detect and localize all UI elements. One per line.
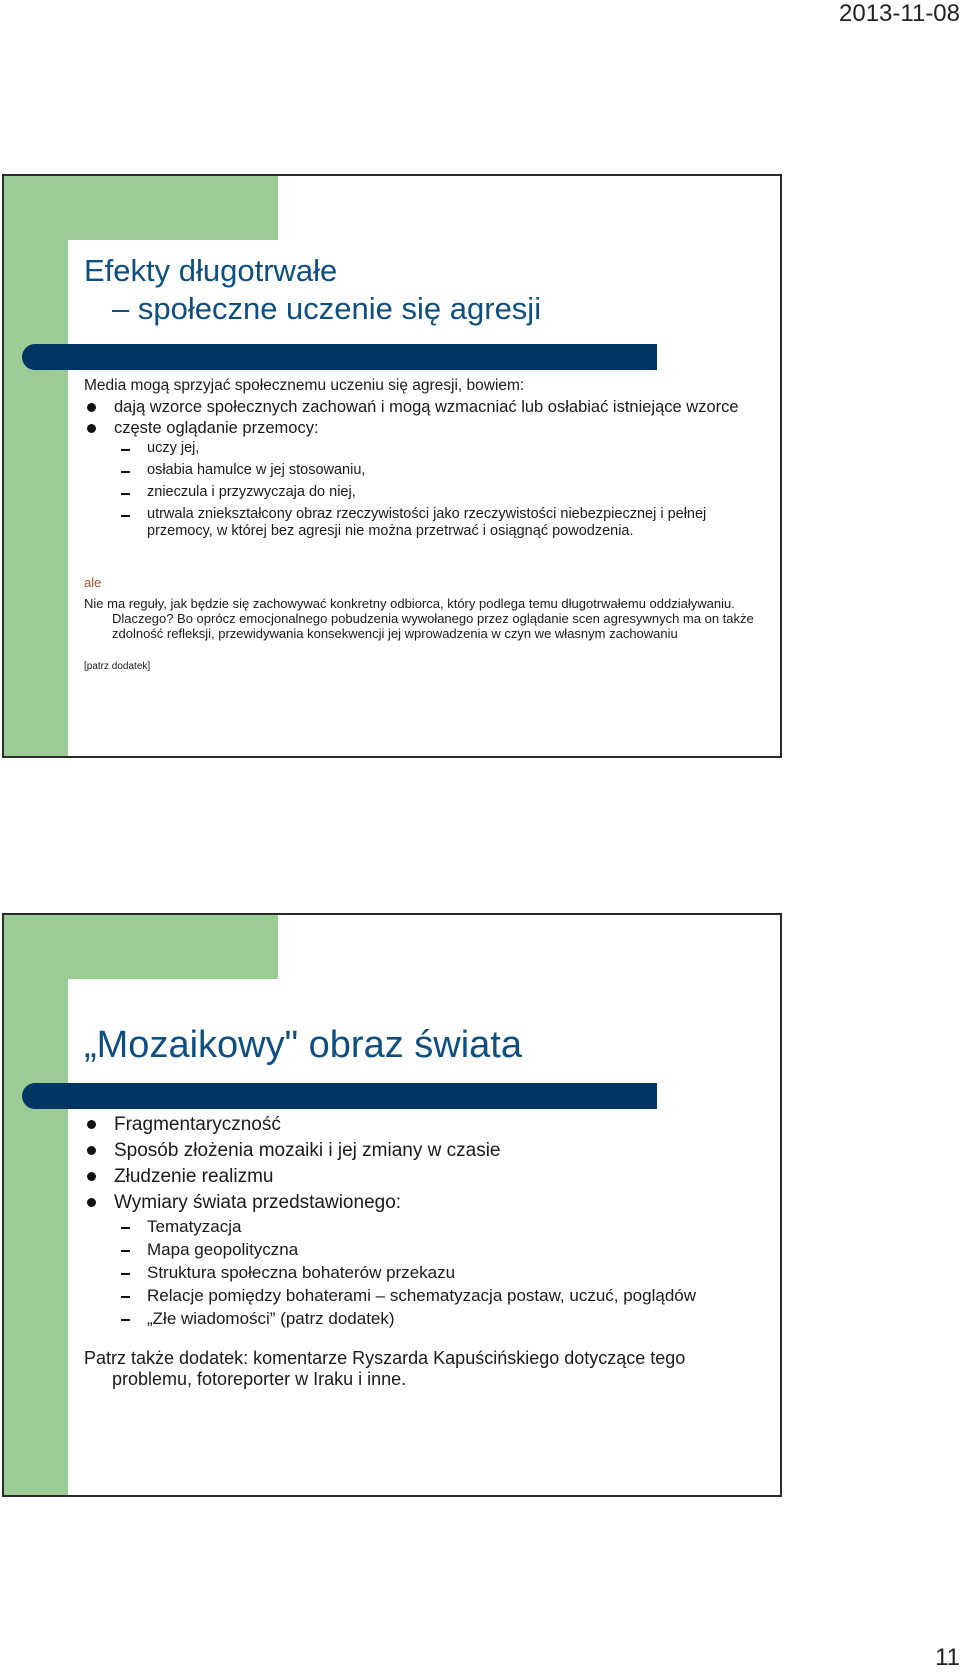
list-item: Fragmentaryczność xyxy=(84,1113,754,1136)
dash-icon xyxy=(121,515,130,517)
title-underline-bar xyxy=(22,344,657,370)
slide-body xyxy=(84,376,754,545)
slide-body xyxy=(84,1113,754,1390)
sub-list-item: „Złe wiadomości” (patrz dodatek) xyxy=(84,1309,754,1328)
list-item: Złudzenie realizmu xyxy=(84,1165,754,1188)
sub-list-item: Mapa geopolityczna xyxy=(84,1240,754,1259)
dash-icon xyxy=(121,471,130,473)
page-number: 11 xyxy=(935,1644,960,1671)
sub-list-item: utrwala zniekształcony obraz rzeczywistości jako rzeczywistości niebezpiecznej i pełnej przemocy, w której bez agresji nie można przetrwać i osiągnąć powodzenia. xyxy=(84,506,754,540)
slide-title xyxy=(84,252,541,328)
bullet-dot-icon xyxy=(87,424,96,433)
sub-list-item: znieczula i przyzwyczaja do niej, xyxy=(84,484,754,501)
dash-icon xyxy=(121,1250,130,1252)
sub-list-item: Tematyzacja xyxy=(84,1217,754,1236)
dash-icon xyxy=(121,1319,130,1321)
sub-list-item: Relacje pomiędzy bohaterami – schematyzacja postaw, uczuć, poglądów xyxy=(84,1286,754,1305)
bullet-dot-icon xyxy=(87,403,96,412)
appendix-note: [patrz dodatek] xyxy=(84,661,151,672)
sub-list-item: osłabia hamulce w jej stosowaniu, xyxy=(84,462,754,479)
green-rail xyxy=(4,915,68,1495)
green-tab xyxy=(4,176,278,240)
list-item: Wymiary świata przedstawionego: xyxy=(84,1191,754,1214)
title-line-2: – społeczne uczenie się agresji xyxy=(112,291,542,326)
green-rail xyxy=(4,176,68,756)
bullet-dot-icon xyxy=(87,1172,96,1181)
dash-icon xyxy=(121,1273,130,1275)
slide-body-lower xyxy=(84,571,754,672)
slide-2 xyxy=(2,913,782,1497)
slide-title: „Mozaikowy" obraz świata xyxy=(84,1024,522,1066)
ale-label: ale xyxy=(84,575,102,590)
title-line-1: Efekty długotrwałe xyxy=(84,253,338,288)
intro-text: Media mogą sprzyjać społecznemu uczeniu się agresji, bowiem: xyxy=(84,377,525,394)
slide-1 xyxy=(2,174,782,758)
sub-list-item: Struktura społeczna bohaterów przekazu xyxy=(84,1263,754,1282)
green-tab xyxy=(4,915,278,979)
bullet-dot-icon xyxy=(87,1120,96,1129)
dash-icon xyxy=(121,449,130,451)
list-item: Sposób złożenia mozaiki i jej zmiany w czasie xyxy=(84,1139,754,1162)
sub-list-item: uczy jej, xyxy=(84,440,754,457)
dash-icon xyxy=(121,1227,130,1229)
title-underline-bar xyxy=(22,1083,657,1109)
closing-paragraph: Patrz także dodatek: komentarze Ryszarda Kapuścińskiego dotyczące tego problemu, fotoreporter w Iraku i inne. xyxy=(84,1348,686,1389)
explanation-paragraph: Nie ma reguły, jak będzie się zachowywać konkretny odbiorca, który podlega temu długotrwałemu oddziaływaniu. Dlaczego? Bo oprócz emocjonalnego pobudzenia wywołanego przez oglądanie scen agresywnych ma on także zdolność refleksji, przewidywania konsekwencji jej wprowadzenia w czyn we własnym zachowaniu xyxy=(84,596,754,641)
dash-icon xyxy=(121,493,130,495)
list-item: dają wzorce społecznych zachowań i mogą wzmacniać lub osłabiać istniejące wzorce xyxy=(84,398,754,417)
list-item: częste oglądanie przemocy: xyxy=(84,419,754,438)
bullet-dot-icon xyxy=(87,1198,96,1207)
bullet-dot-icon xyxy=(87,1146,96,1155)
dash-icon xyxy=(121,1296,130,1298)
page-date: 2013-11-08 xyxy=(839,0,960,27)
